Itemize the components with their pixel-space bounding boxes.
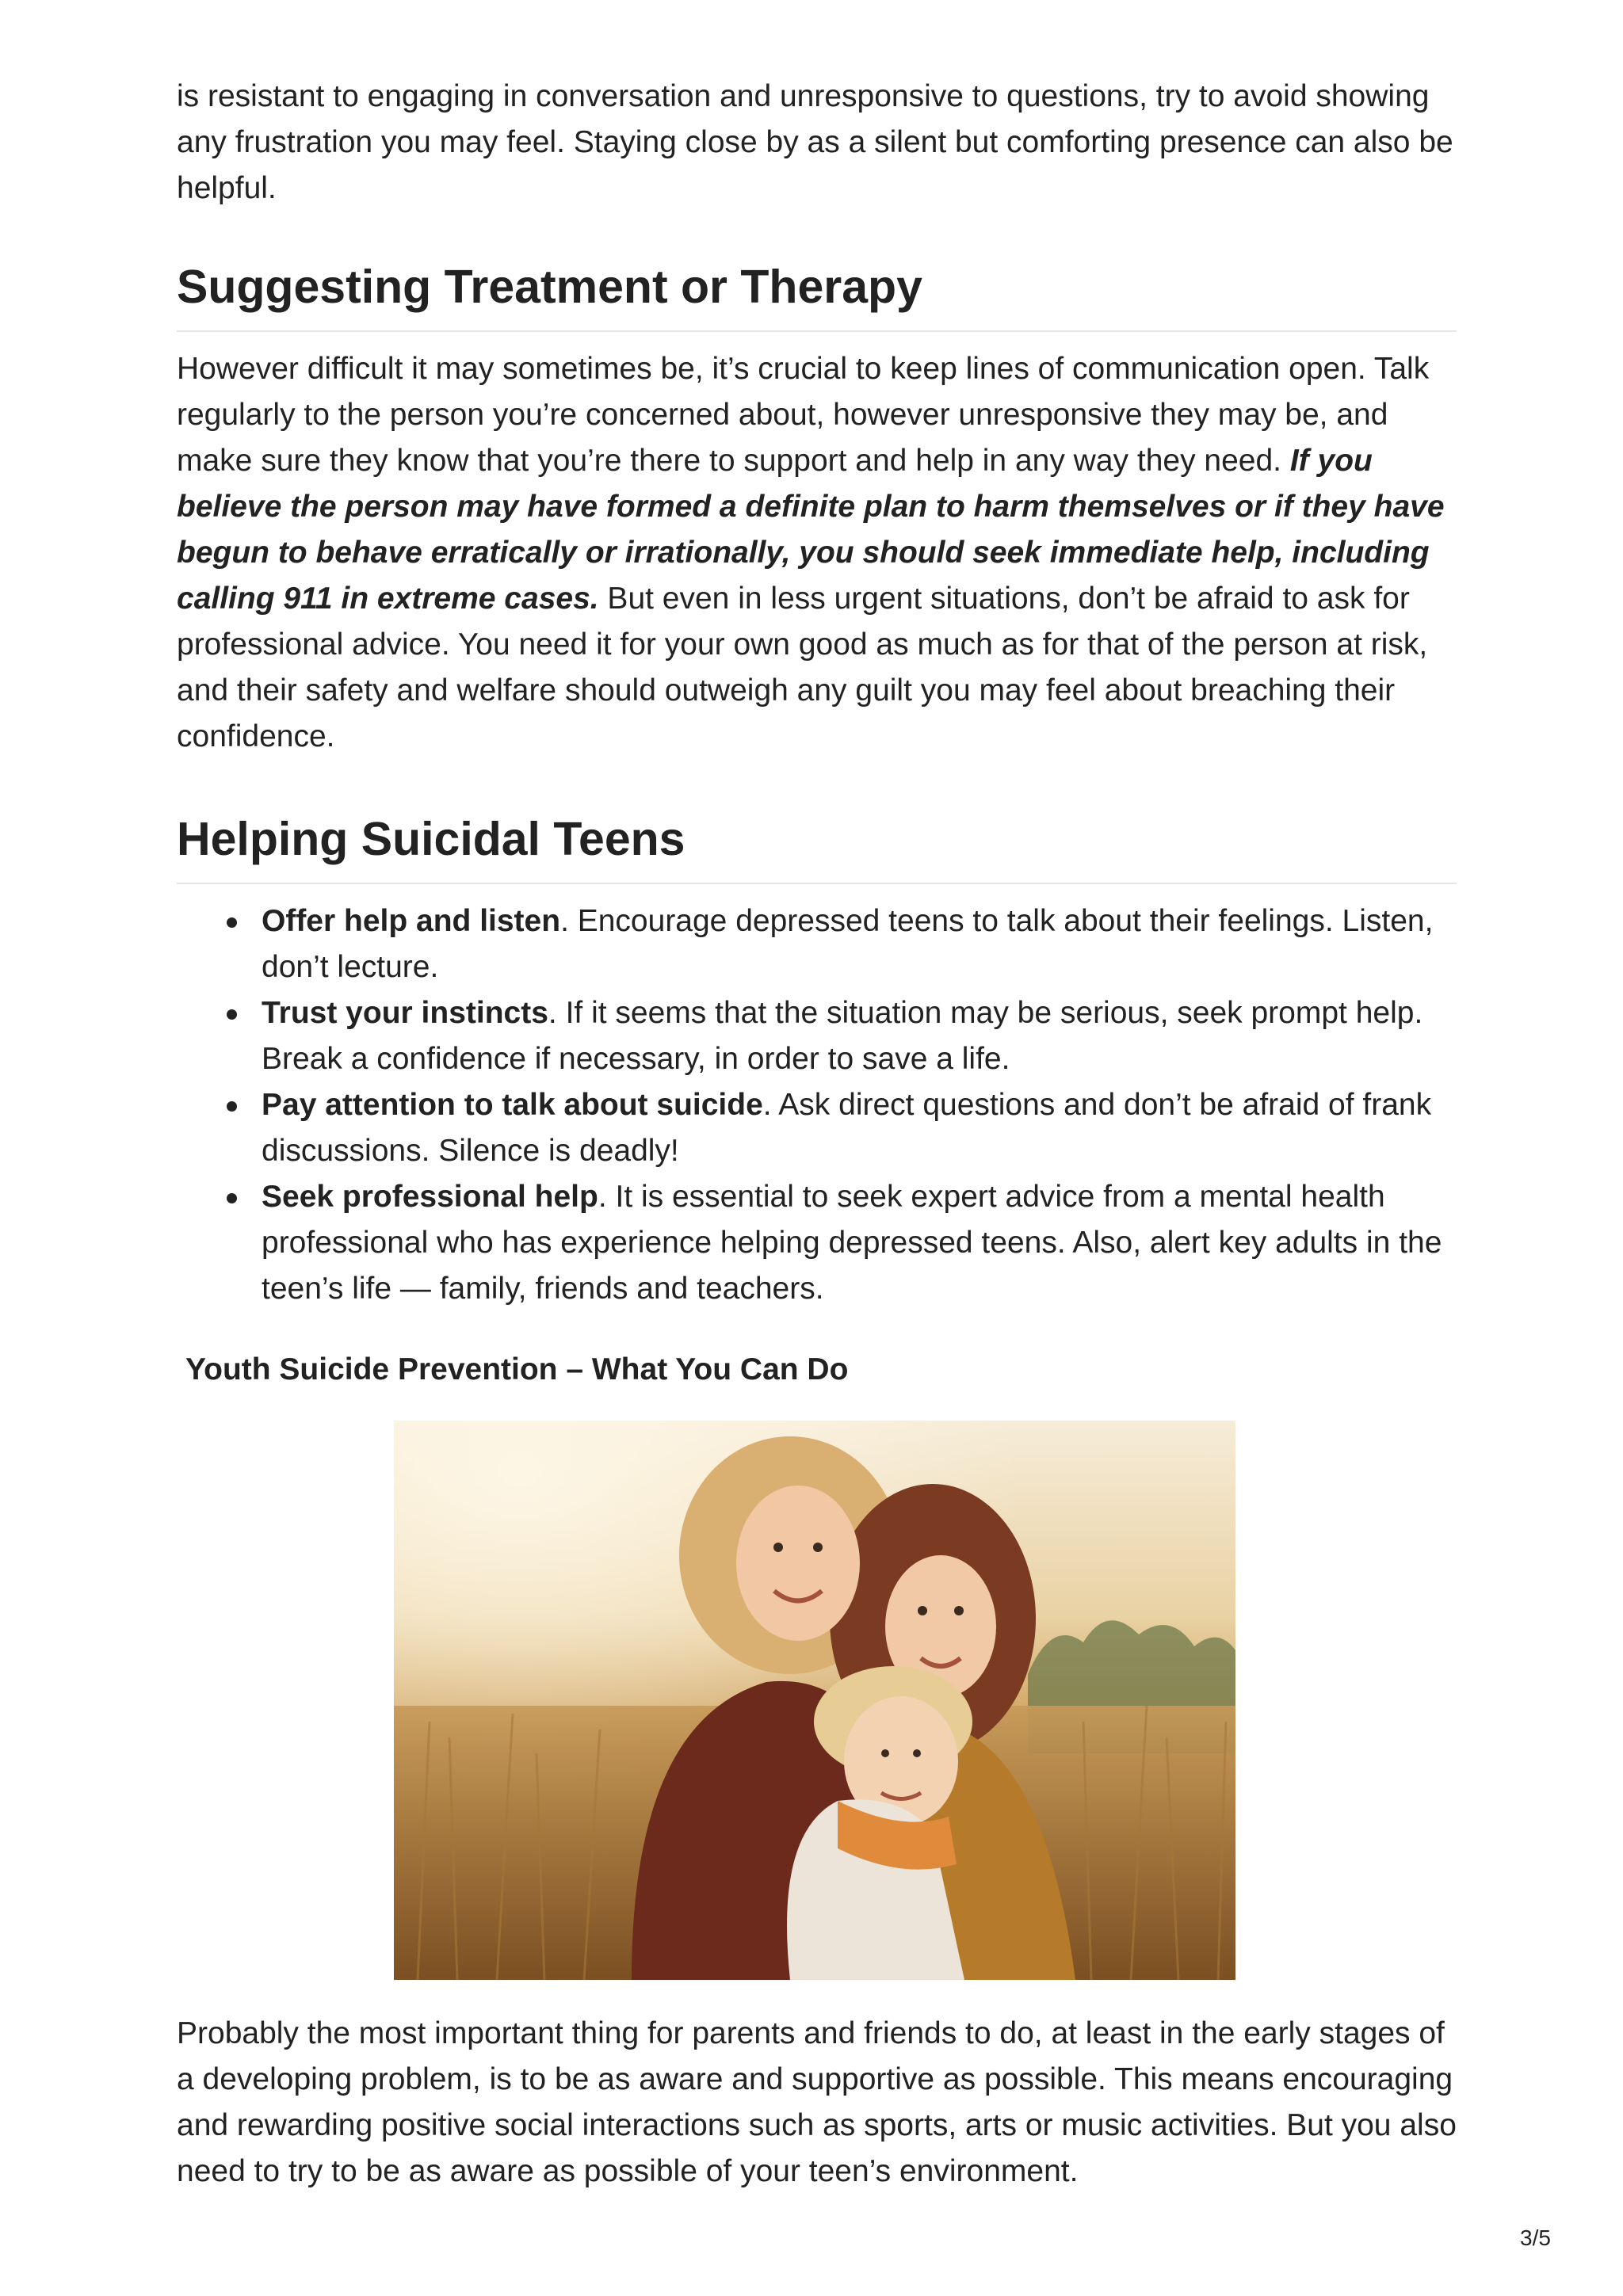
treatment-paragraph bbox=[177, 346, 1457, 760]
heading-divider bbox=[177, 883, 1457, 884]
bullet-icon bbox=[227, 917, 237, 928]
intro-paragraph: is resistant to engaging in conversation and unresponsive to questions, try to avoid showing any frustration you may feel. Staying close by as a silent but comforting presence can also be helpful. bbox=[177, 79, 1453, 205]
list-item-text: . If it seems that the situation may be serious, seek prompt help. Break a confidence if necessary, in order to save a life. bbox=[262, 996, 1423, 1076]
list-item-lead: Seek professional help bbox=[262, 1180, 598, 1214]
list-item bbox=[177, 1082, 1457, 1174]
list-item-lead: Pay attention to talk about suicide bbox=[262, 1088, 763, 1122]
section-heading-treatment: Suggesting Treatment or Therapy bbox=[177, 261, 922, 313]
figure-caption: Youth Suicide Prevention – What You Can Do bbox=[185, 1352, 849, 1386]
closing-paragraph: Probably the most important thing for parents and friends to do, at least in the early stages of a developing problem, is to be as aware and supportive as possible. This means encouraging and rewarding positive social interactions such as sports, arts or music activities. But you also need to try to be as aware as possible of your teen’s environment. bbox=[177, 2016, 1457, 2188]
treatment-emphasis: If you believe the person may have formed a definite plan to harm themselves or if they have begun to behave erratically or irrationally, you should seek immediate help, including calling 911 in extreme cases. bbox=[177, 444, 1445, 616]
list-item-lead: Offer help and listen bbox=[262, 904, 561, 938]
list-item-text: . It is essential to seek expert advice from a mental health professional who has experience helping depressed teens. Also, alert key adults in the teen’s life — family, friends and teachers. bbox=[262, 1180, 1442, 1306]
list-item bbox=[177, 990, 1457, 1082]
tips-list bbox=[177, 898, 1457, 1312]
bullet-icon bbox=[227, 1193, 237, 1203]
page-number: 3/5 bbox=[1520, 2225, 1551, 2250]
list-item bbox=[177, 1174, 1457, 1312]
treatment-text-before: However difficult it may sometimes be, it’s crucial to keep lines of communication open. Talk regularly to the person you’re concerned about, however unresponsive they may be, and make sure they know that you’re there to support and help in any way they need. bbox=[177, 352, 1430, 478]
family-photo bbox=[394, 1421, 1235, 1980]
list-item bbox=[177, 898, 1457, 990]
section-heading-teens: Helping Suicidal Teens bbox=[177, 813, 685, 865]
heading-divider bbox=[177, 330, 1457, 332]
bullet-icon bbox=[227, 1101, 237, 1112]
bullet-icon bbox=[227, 1009, 237, 1020]
treatment-text-after: But even in less urgent situations, don’t be afraid to ask for professional advice. You need it for your own good as much as for that of the person at risk, and their safety and welfare should outweigh any guilt you may feel about breaching their confidence. bbox=[177, 582, 1428, 753]
list-item-text: . Ask direct questions and don’t be afraid of frank discussions. Silence is deadly! bbox=[262, 1088, 1432, 1168]
list-item-lead: Trust your instincts bbox=[262, 996, 548, 1030]
list-item-text: . Encourage depressed teens to talk about their feelings. Listen, don’t lecture. bbox=[262, 904, 1434, 984]
